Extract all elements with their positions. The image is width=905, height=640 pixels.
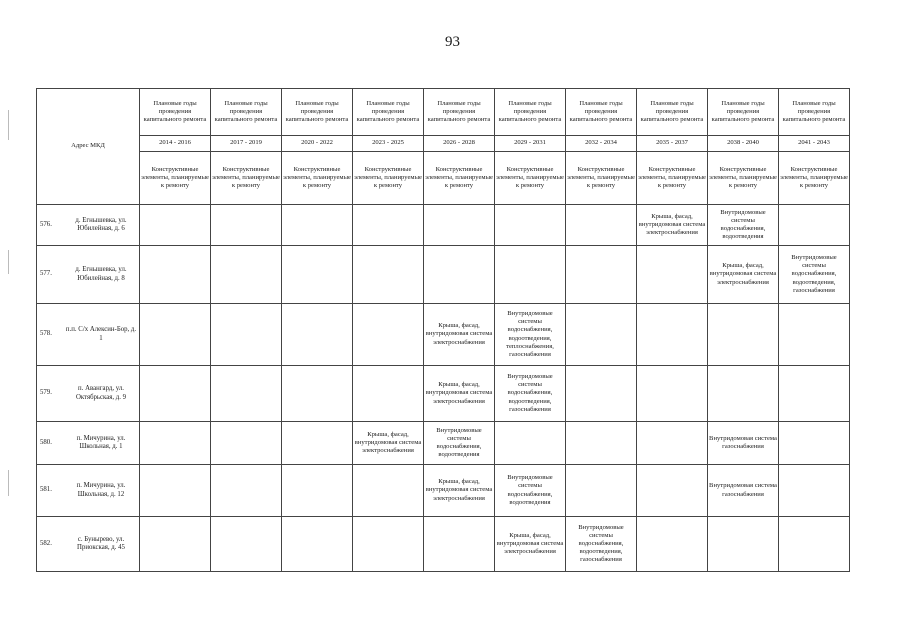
table-row [37,366,850,422]
row-number: 581. [40,486,52,494]
repair-elements-cell [140,246,211,304]
repair-elements-cell [708,366,779,422]
table-row [37,517,850,572]
year-range: 2035 - 2037 [637,136,708,152]
repair-elements-cell [211,304,282,366]
repair-elements-cell [637,246,708,304]
period-header: Плановые годы проведения капитального ремонта [140,89,211,136]
repair-elements-cell: Крыша, фасад, внутридомовая система электроснабжения [637,205,708,246]
elements-header: Конструктивные элементы, планируемые к ремонту [566,152,637,205]
year-range: 2017 - 2019 [211,136,282,152]
repair-elements-cell [282,246,353,304]
repair-elements-cell: Крыша, фасад, внутридомовая система электроснабжения [424,304,495,366]
repair-elements-cell [282,517,353,572]
repair-elements-cell [353,246,424,304]
repair-elements-cell [495,205,566,246]
table-row [37,205,850,246]
table-row [37,246,850,304]
repair-elements-cell [779,304,850,366]
building-address: п. Мичурина, ул. Школьная, д. 1 [76,434,126,450]
repair-elements-cell [282,205,353,246]
repair-elements-cell [779,205,850,246]
repair-elements-cell [211,246,282,304]
repair-elements-cell [282,366,353,422]
elements-header: Конструктивные элементы, планируемые к ремонту [637,152,708,205]
year-range: 2020 - 2022 [282,136,353,152]
page-number: 93 [445,34,460,50]
year-range: 2014 - 2016 [140,136,211,152]
year-range: 2026 - 2028 [424,136,495,152]
year-range: 2038 - 2040 [708,136,779,152]
repair-elements-cell [566,205,637,246]
repair-elements-cell: Крыша, фасад, внутридомовая система электроснабжения [424,465,495,517]
repair-elements-cell [211,517,282,572]
period-header: Плановые годы проведения капитального ремонта [282,89,353,136]
repair-elements-cell: Внутридомовые системы водоснабжения, водоотведения, теплоснабжения, газоснабжения [495,304,566,366]
repair-elements-cell: Крыша, фасад, внутридомовая система электроснабжения [708,246,779,304]
building-address: п.п. С/х Алексин-Бор, д. 1 [65,326,137,342]
scan-margin-mark [8,470,9,496]
header-row-year-ranges [37,136,850,152]
repair-elements-cell [353,517,424,572]
repair-elements-cell [282,465,353,517]
repair-elements-cell [566,465,637,517]
repair-elements-cell: Внутридомовая система газоснабжения [708,422,779,465]
building-address: п. Мичурина, ул. Школьная, д. 12 [76,482,126,498]
repair-elements-cell [637,422,708,465]
row-number: 577. [40,270,52,278]
repair-elements-cell [495,422,566,465]
table-row [37,422,850,465]
scan-margin-mark [8,250,9,274]
building-address: с. Бунырево, ул. Приокская, д. 45 [77,535,125,551]
row-number: 578. [40,330,52,338]
repair-elements-cell [140,517,211,572]
building-address: д. Егнышевка, ул. Юбилейная, д. 8 [75,266,127,282]
elements-header: Конструктивные элементы, планируемые к ремонту [424,152,495,205]
elements-header: Конструктивные элементы, планируемые к ремонту [211,152,282,205]
repair-elements-cell [637,366,708,422]
repair-elements-cell [495,246,566,304]
repair-elements-cell [779,465,850,517]
address-cell [37,366,140,422]
repair-elements-cell [353,465,424,517]
repair-elements-cell: Внутридомовые системы водоснабжения, водоотведения [424,422,495,465]
row-number: 576. [40,220,52,228]
table-row [37,465,850,517]
period-header: Плановые годы проведения капитального ремонта [424,89,495,136]
repair-elements-cell [282,304,353,366]
repair-elements-cell: Внутридомовые системы водоснабжения, водоотведения [708,205,779,246]
repair-elements-cell [637,465,708,517]
year-range: 2032 - 2034 [566,136,637,152]
repair-elements-cell [424,517,495,572]
period-header: Плановые годы проведения капитального ремонта [637,89,708,136]
year-range: 2041 - 2043 [779,136,850,152]
header-row-elements [37,152,850,205]
repair-elements-cell [708,517,779,572]
repair-elements-cell: Внутридомовые системы водоснабжения, водоотведения, газоснабжения [779,246,850,304]
repair-elements-cell: Крыша, фасад, внутридомовая система электроснабжения [495,517,566,572]
period-header: Плановые годы проведения капитального ремонта [495,89,566,136]
repair-elements-cell [566,366,637,422]
repair-elements-cell [282,422,353,465]
repair-elements-cell [211,465,282,517]
repair-elements-cell [353,366,424,422]
address-cell [37,246,140,304]
address-cell [37,422,140,465]
elements-header: Конструктивные элементы, планируемые к ремонту [708,152,779,205]
elements-header: Конструктивные элементы, планируемые к ремонту [282,152,353,205]
repair-elements-cell: Внутридомовые системы водоснабжения, водоотведения, газоснабжения [495,366,566,422]
header-row-planned-years [37,89,850,136]
repair-elements-cell [637,517,708,572]
repair-elements-cell [211,366,282,422]
year-range: 2023 - 2025 [353,136,424,152]
row-number: 580. [40,438,52,446]
address-cell [37,465,140,517]
building-address: д. Егнышевка, ул. Юбилейная, д. 6 [75,216,127,232]
repair-elements-cell [140,422,211,465]
repair-elements-cell [779,422,850,465]
repair-elements-cell [353,304,424,366]
repair-elements-cell [566,304,637,366]
repair-elements-cell: Крыша, фасад, внутридомовая система электроснабжения [424,366,495,422]
repair-elements-cell: Внутридомовые системы водоснабжения, водоотведения [495,465,566,517]
scan-margin-mark [8,110,9,140]
period-header: Плановые годы проведения капитального ремонта [353,89,424,136]
repair-elements-cell [566,422,637,465]
repair-elements-cell [140,304,211,366]
repair-elements-cell [424,246,495,304]
repair-elements-cell: Внутридомовая система газоснабжения [708,465,779,517]
repair-elements-cell [779,366,850,422]
year-range: 2029 - 2031 [495,136,566,152]
address-cell [37,205,140,246]
table-row [37,304,850,366]
repair-elements-cell [140,205,211,246]
elements-header: Конструктивные элементы, планируемые к ремонту [779,152,850,205]
repair-elements-cell [708,304,779,366]
repair-elements-cell [424,205,495,246]
repair-elements-cell: Крыша, фасад, внутридомовая система электроснабжения [353,422,424,465]
elements-header: Конструктивные элементы, планируемые к ремонту [353,152,424,205]
period-header: Плановые годы проведения капитального ремонта [779,89,850,136]
building-address: п. Авангард, ул. Октябрьская, д. 9 [75,385,127,401]
period-header: Плановые годы проведения капитального ремонта [211,89,282,136]
address-cell [37,304,140,366]
address-column-header: Адрес МКД [37,89,140,205]
repair-elements-cell [353,205,424,246]
repair-elements-cell [140,366,211,422]
elements-header: Конструктивные элементы, планируемые к ремонту [495,152,566,205]
repair-elements-cell [211,422,282,465]
elements-header: Конструктивные элементы, планируемые к ремонту [140,152,211,205]
row-number: 582. [40,539,52,547]
repair-elements-cell [566,246,637,304]
repair-elements-cell: Внутридомовые системы водоснабжения, водоотведения, газоснабжения [566,517,637,572]
repair-elements-cell [140,465,211,517]
period-header: Плановые годы проведения капитального ремонта [566,89,637,136]
row-number: 579. [40,389,52,397]
repair-elements-cell [779,517,850,572]
repair-elements-cell [637,304,708,366]
repair-elements-cell [211,205,282,246]
address-cell [37,517,140,572]
period-header: Плановые годы проведения капитального ремонта [708,89,779,136]
capital-repair-plan-table [36,88,850,572]
